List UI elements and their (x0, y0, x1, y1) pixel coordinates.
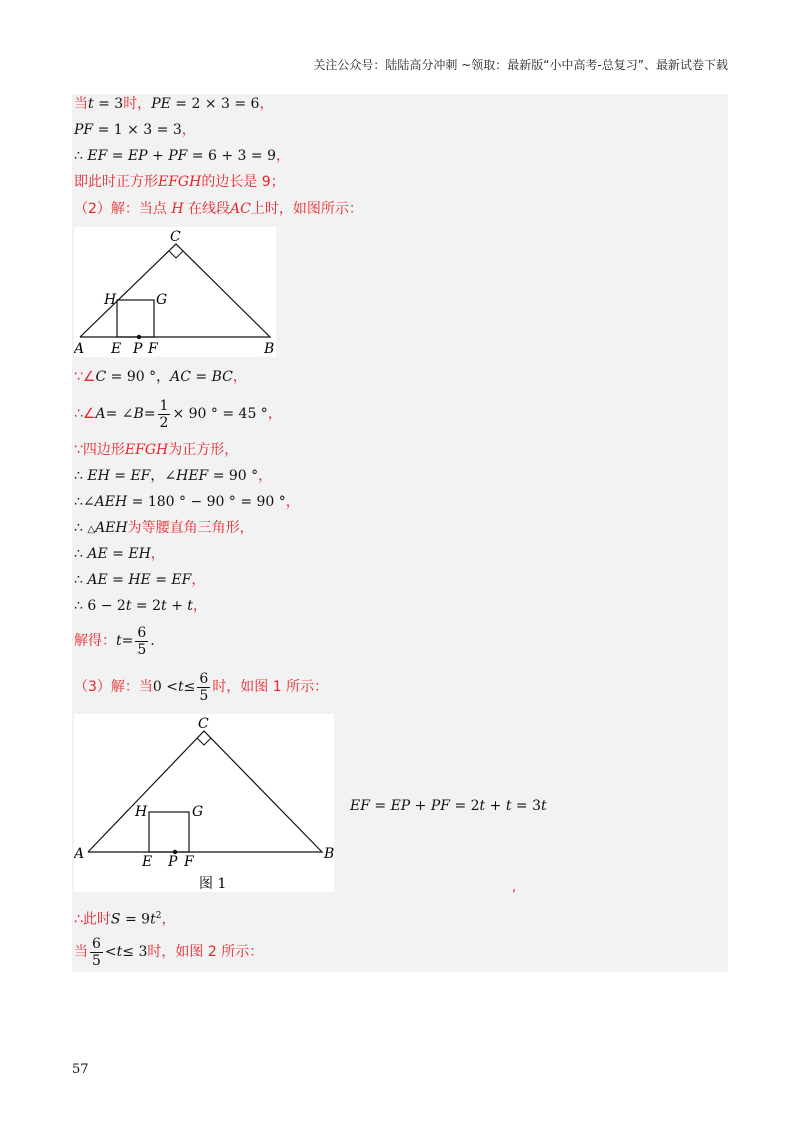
page-number: 57 (72, 1062, 89, 1077)
fig1-label-b: B (324, 846, 334, 862)
solution-line-11: ∴ △AEH为等腰直角三角形， (74, 520, 254, 536)
solution-line-13: ∴ AE = HE = EF， (74, 572, 206, 588)
fig1-label-e: E (142, 854, 153, 870)
label-g: G (156, 292, 168, 308)
fig1-label-c: C (198, 716, 209, 732)
solution-line-7: ∴∠ A = ∠ B = $\frac{1}{2}$ × 90 ° = 45 ° ， (74, 397, 282, 431)
solution-line-3: ∴ EF = EP + PF = 6 + 3 = 9， (74, 148, 290, 164)
label-b: B (264, 341, 275, 357)
page-header: 关注公众号：陆陆高分冲刺 ~领取：最新版“小中高考-总复习”、最新试卷下载 (313, 58, 728, 72)
part-3-heading: （3）解：当 0 < t ≤ $\frac{6}{5}$ 时，如图 1 所示： (74, 670, 329, 704)
triangle-figure-part-2 (74, 227, 276, 357)
solution-line-8: ∵四边形EFGH为正方形， (74, 442, 239, 458)
solution-line-6: ∵∠C = 90 °，AC = BC， (74, 369, 247, 385)
fig1-label-p: P (168, 854, 178, 870)
figure-caption: 图 1 (199, 876, 227, 892)
fraction-six-fifths: $\frac{6}{5}$ (137, 624, 147, 658)
part-2-heading: （2）解：当点 H 在线段AC上时，如图所示： (74, 201, 363, 217)
solution-line-2: PF = 1 × 3 = 3， (74, 122, 196, 138)
triangle-figure-1 (74, 714, 334, 892)
fig1-label-f: F (184, 854, 194, 870)
solution-line-1: 当t = 3时，PE = 2 × 3 = 6， (74, 96, 274, 112)
fig1-label-h: H (135, 804, 148, 820)
label-a: A (74, 341, 85, 357)
fraction-one-half: $\frac{1}{2}$ (159, 397, 169, 431)
solution-line-15: 解得： t = $\frac{6}{5}$ . (74, 624, 155, 658)
solution-line-18: ∴此时$S = 9t^2$， (74, 911, 176, 928)
label-c: C (170, 229, 181, 245)
solution-line-10: ∴∠AEH = 180 ° − 90 ° = 90 °， (74, 494, 300, 510)
solution-line-19: 当 $\frac{6}{5}$ < t ≤ 3 时，如图 2 所示： (74, 935, 264, 969)
stray-comma: , (512, 880, 517, 895)
fraction-six-fifths-lower: $\frac{6}{5}$ (92, 935, 101, 969)
solution-line-4: 即此时正方形EFGH的边长是 9； (74, 174, 285, 190)
label-p: P (133, 341, 143, 357)
fraction-six-fifths-bound: $\frac{6}{5}$ (199, 670, 209, 704)
solution-line-9: ∴ EH = EF，∠HEF = 90 °， (74, 468, 273, 484)
fig1-label-g: G (192, 804, 204, 820)
fig1-label-a: A (74, 846, 85, 862)
solution-line-12: ∴ AE = EH， (74, 546, 165, 562)
solution-line-14: ∴ 6 − 2t = 2t + t， (74, 598, 207, 614)
label-h: H (104, 292, 117, 308)
equation-ef: EF = EP + PF = 2t + t = 3t (350, 798, 547, 814)
label-e: E (111, 341, 122, 357)
label-f: F (148, 341, 158, 357)
